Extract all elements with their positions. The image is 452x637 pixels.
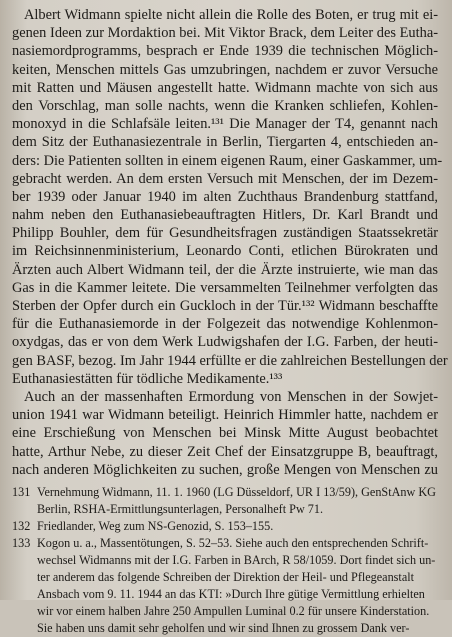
footnote-text: Vernehmung Widmann, 11. 1. 1960 (LG Düsseldorf, UR I 13/59), GenStAnw KG: [37, 485, 436, 499]
footnote-number: 131: [12, 485, 31, 499]
text-line: eine Erschießung von Menschen bei Minsk Mitte August beobachtet: [12, 425, 438, 442]
footnote-131-continuation: Berlin, RSHA-Ermittlungsunterlagen, Personalheft Pw 71.: [37, 502, 324, 516]
text-line: Ärzten auch Albert Widmann teil, der die Ärzte instruierte, wie man das: [12, 261, 438, 278]
footnote-133: [12, 535, 438, 552]
text-line: oxydgas, das er von dem Werk Ludwigshafen der I.G. Farben, der heuti-: [12, 334, 438, 351]
text-line: Albert Widmann spielte nicht allein die Rolle des Boten, er trug mit ei-: [24, 7, 438, 23]
text-line: dem Sitz der Euthanasiezentrale in Berlin, Tiergarten 4, entschieden an-: [12, 134, 438, 151]
text-line: für die Euthanasiemorde in der Folgezeit das notwendige Kohlenmon-: [12, 316, 438, 333]
text-line: union 1941 war Widmann beteiligt. Heinrich Himmler hatte, nachdem er: [12, 407, 438, 424]
footnote-133-continuation: wechsel Widmanns mit der I.G. Farben in BArch, R 58/1059. Dort findet sich un-: [37, 553, 436, 567]
footnote-133-continuation: Ansbach vom 9. 11. 1944 an das KTI: »Durch Ihre gütige Vermittlung erhielten: [37, 587, 425, 601]
text-line: gebracht werden. An dem ersten Versuch mit Menschen, der im Dezem-: [12, 170, 438, 187]
text-line: den Vorschlag, man solle nachts, wenn die Kranken schliefen, Kohlen-: [12, 97, 438, 114]
footnote-text: Kogon u. a., Massentötungen, S. 52–53. Siehe auch den entsprechenden Schrift-: [37, 536, 429, 550]
footnote-number: 133: [12, 536, 31, 550]
text-line: nasiemordprogramms, besprach er Ende 1939 die technischen Möglich-: [12, 43, 438, 60]
footnote-133-continuation: ter anderem das folgende Schreiben der Direktion der Heil- und Pflegeanstalt: [37, 570, 414, 584]
text-line: keiten, Menschen mittels Gas umzubringen, nachdem er zuvor Versuche: [12, 61, 438, 78]
footnote-131: [12, 484, 438, 501]
text-line: Sterben der Opfer durch ein Guckloch in der Tür.¹³² Widmann beschaffte: [12, 298, 438, 314]
text-line: Auch an der massenhaften Ermordung von Menschen in der Sowjet-: [24, 388, 438, 405]
text-line: nach anderen Möglichkeiten zu suchen, große Mengen von Menschen zu: [12, 461, 438, 478]
text-line: monoxyd in die Schlafsäle leiten.¹³¹ Die Manager der T4, genannt nach: [12, 116, 438, 133]
text-line: ber 1939 oder Januar 1940 im alten Zuchthaus Brandenburg stattfand,: [12, 188, 438, 205]
text-line: Philipp Bouhler, dem für Gesundheitsfragen zuständigen Staatssekretär: [12, 225, 438, 242]
footnote-133-continuation: wir vor einem halben Jahre 250 Ampullen Luminal 0.2 für unsere Kinderstation.: [37, 604, 430, 618]
text-line: Euthanasiestätten für tödliche Medikamente.¹³³: [12, 370, 283, 387]
footnote-text: Friedlander, Weg zum NS-Genozid, S. 153–155.: [37, 519, 274, 533]
footnotes: [12, 484, 438, 637]
text-line: gen BASF, bezog. Im Jahr 1944 erfüllte er die zahlreichen Bestellungen der: [12, 352, 448, 369]
text-line: ders: Die Patienten sollten in einem eigenen Raum, einer Gaskammer, um-: [12, 152, 443, 169]
text-line: mit Ratten und Mäusen angestellt hatte. Widmann machte von sich aus: [12, 79, 438, 96]
footnote-number: 132: [12, 519, 31, 533]
text-line: genen Ideen zur Mordaktion bei. Mit Viktor Brack, dem Leiter des Eutha-: [12, 25, 438, 42]
text-line: nahm neben den Euthanasiebeauftragten Hitlers, Dr. Karl Brandt und: [12, 207, 438, 224]
text-line: im Reichsinnenministerium, Leonardo Conti, etlichen Bürokraten und: [12, 243, 438, 260]
text-line: hatte, Arthur Nebe, zu dieser Zeit Chef der Einsatzgruppe B, beauftragt,: [12, 443, 438, 460]
main-text: [12, 6, 448, 479]
footnote-132: [12, 518, 438, 535]
text-line: Gas in die Kammer leitete. Die versammelten Teilnehmer verfolgten das: [12, 279, 438, 296]
footnote-133-continuation: Sie haben uns damit sehr geholfen und wir sind Ihnen zu grossem Dank ver-: [37, 621, 410, 635]
